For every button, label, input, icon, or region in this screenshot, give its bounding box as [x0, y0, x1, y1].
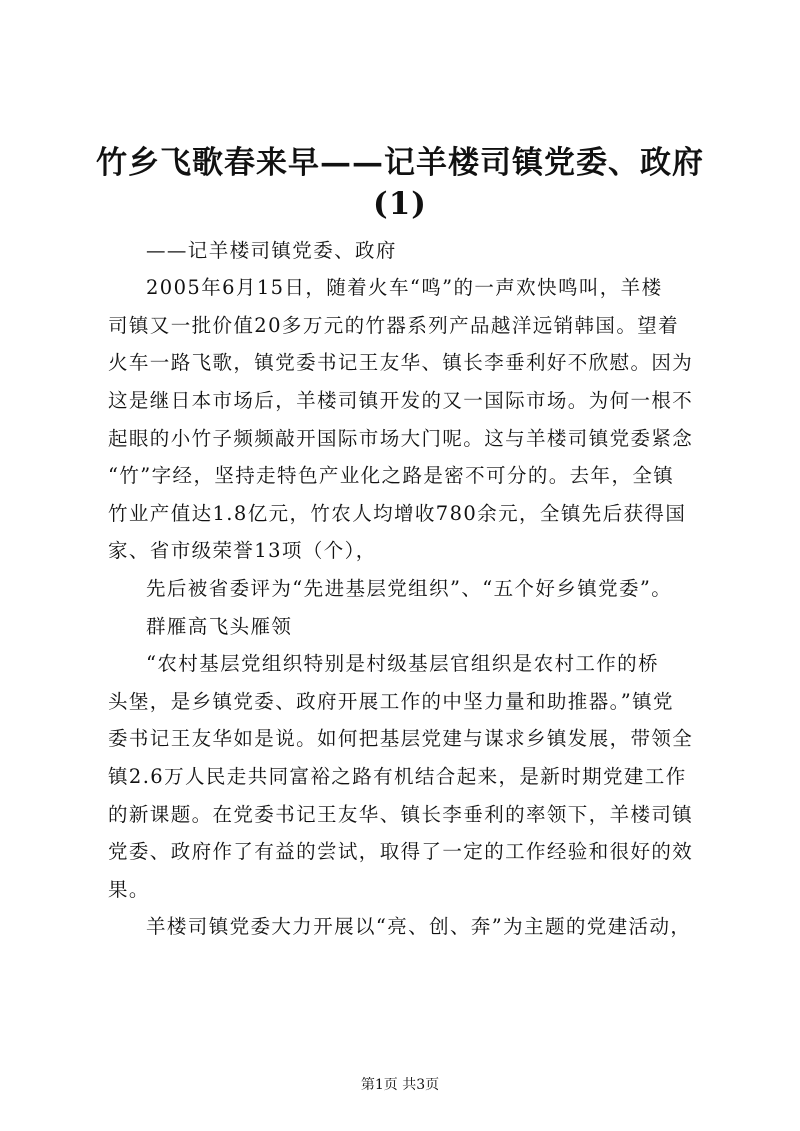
paragraph-line: 2005年6月15日，随着火车“鸣”的一声欢快鸣叫，羊楼 [146, 276, 663, 299]
subtitle-line: ——记羊楼司镇党委、政府 [146, 239, 397, 262]
paragraph-line: 委书记王友华如是说。如何把基层党建与谋求乡镇发展，带领全 [108, 727, 694, 750]
paragraph-line: 头堡，是乡镇党委、政府开展工作的中坚力量和助推器。”镇党 [108, 690, 674, 713]
paragraph-line: 的新课题。在党委书记王友华、镇长李垂利的率领下，羊楼司镇 [108, 803, 694, 826]
paragraph-line: 果。 [108, 878, 150, 901]
paragraph-line: 起眼的小竹子频频敲开国际市场大门呢。这与羊楼司镇党委紧念 [108, 427, 694, 450]
paragraph-line: 党委、政府作了有益的尝试，取得了一定的工作经验和很好的效 [108, 840, 694, 863]
paragraph-line: 这是继日本市场后，羊楼司镇开发的又一国际市场。为何一根不 [108, 389, 694, 412]
document-title-continued: (1) [373, 186, 427, 222]
paragraph-line: 家、省市级荣誉13项（个）， [108, 539, 377, 562]
section-heading: 群雁高飞头雁领 [146, 615, 293, 638]
paragraph-line: 镇2.6万人民走共同富裕之路有机结合起来，是新时期党建工作 [108, 765, 687, 788]
paragraph-line: “农村基层党组织特别是村级基层官组织是农村工作的桥 [146, 652, 659, 675]
page-footer: 第1页 共3页 [360, 1077, 440, 1093]
paragraph-line: 先后被省委评为“先进基层党组织”、“五个好乡镇党委”。 [146, 577, 673, 600]
paragraph-line: 竹业产值达1.8亿元，竹农人均增收780余元，全镇先后获得国 [108, 502, 687, 525]
paragraph-line: 火车一路飞歌，镇党委书记王友华、镇长李垂利好不欣慰。因为 [108, 351, 694, 374]
paragraph-line: 羊楼司镇党委大力开展以“亮、创、奔”为主题的党建活动， [146, 915, 692, 938]
paragraph-line: 司镇又一批价值20多万元的竹器系列产品越洋远销韩国。望着 [108, 314, 680, 337]
document-title: 竹乡飞歌春来早——记羊楼司镇党委、政府 [96, 145, 704, 181]
paragraph-line: “竹”字经，坚持走特色产业化之路是密不可分的。去年，全镇 [108, 464, 675, 487]
